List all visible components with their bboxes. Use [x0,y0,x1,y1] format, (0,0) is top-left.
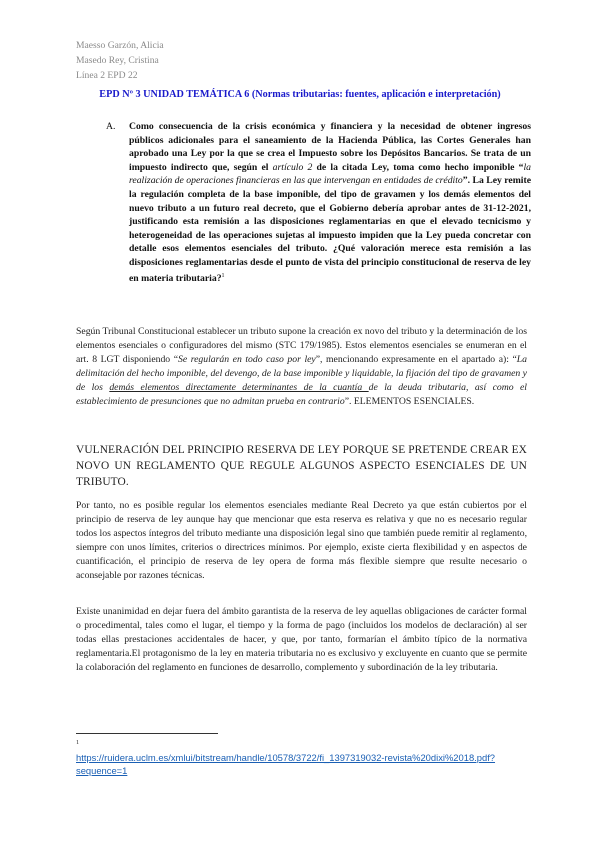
footnote-link[interactable]: https://ruidera.uclm.es/xmlui/bitstream/handle/10578/3722/fi_1397319032-revista%20dixi%2018.pdf?sequence=1 [76,752,496,776]
underlined-quote: demás elementos directamente determinantes de la cuantía [109,382,369,394]
author-name: Masedo Rey, Cristina [76,55,159,66]
quoted-text: La delimitación del hecho imponible, del devengo, de la base imponible y liquidable, la fijación del tipo de gravamen y de los [76,354,527,394]
answer-paragraph: Existe unanimidad en dejar fuera del ámbito garantista de la reserva de ley aquellas obligaciones de carácter formal o procedimental, tales como el lugar, el tiempo y la forma de pago (incluidos los modelos de declaración) al ser todas ellas prestaciones accidentales de hacer, y que, por tanto, formarían el ámbito típico de la normativa reglamentaria.El protagonismo de la ley en materia tributaria no es exclusivo y excluyente en cuanto que se permite la colaboración del reglamento en funciones de desarrollo, complemento y subordinación de la ley tributaria. [76,606,527,674]
question-text: ”. La Ley remite la regulación completa de la base imponible, del tipo de gravamen y los demás elementos del nuevo tributo a un futuro real decreto, que el Gobierno debería aprobar antes de 31-12-2021, justificando esta remisión a las disposiciones reglamentarias en que el elevado tecnicismo y heterogeneidad de las operaciones sujetas al impuesto impiden que la Ley pueda concretar con detalle esos elementos esenciales del tributo. ¿Qué valoración merece esta remisión a las disposiciones reglamentarias desde el punto de vista del principio constitucional de reserva de ley en materia tributaria? [129,175,532,284]
quoted-text: Se regularán en todo caso por ley [178,354,316,366]
footnote-number: 1 [76,739,80,746]
question-text: Como consecuencia de la crisis económica y financiera y la necesidad de obtener ingresos públicos adicionales para el saneamiento de la Hacienda Pública, las Cortes Generales han aprobado una Ley por la que se crea el Impuesto sobre los Depósitos Bancarios. Se trata de un impuesto indirecto que, según el [129,121,531,173]
paragraph-text: ”, mencionando expresamente en el apartado a): “ [315,354,517,366]
quoted-definition: la realización de operaciones financieras en las que intervengan en entidades de crédito [129,161,531,187]
paragraph-text: Según Tribunal Constitucional establecer un tributo supone la creación ex novo del tributo y la determinación de los elementos esenciales o configuradores del mismo (STC 179/1985). Estos elementos esenciales se enumeran en el art. 8 LGT disponiendo “ [76,326,527,366]
paragraph-text: ”. ELEMENTOS ESENCIALES. [344,396,475,408]
footnote-reference[interactable]: 1 [221,272,225,279]
question-text: de la citada Ley, toma como hecho imponible “ [312,161,524,173]
author-block [76,38,164,83]
group-label: Línea 2 EPD 22 [76,70,138,81]
list-marker: A. [106,121,116,132]
answer-paragraph [76,325,527,410]
author-name: Maesso Garzón, Alicia [76,40,164,51]
quoted-text: de la deuda tributaria, así como el establecimiento de presunciones que no admitan prueba en contrario [76,382,527,408]
exercise-question [106,120,532,285]
footnote-separator [76,733,218,734]
answer-paragraph: Por tanto, no es posible regular los elementos esenciales mediante Real Decreto ya que están cubiertos por el principio de reserva de ley aunque hay que mencionar que esta reserva es relativa y que no es necesario regular todos los aspectos íntegros del tributo mediante una disposición legal sino que también puede remitir al reglamento, siempre con unos límites, criterios o directrices mínimos. Por ejemplo, existe cierta flexibilidad y en aspectos de cuantificación, el principio de reserva de ley opera de forma más flexible siempre que resulte necesario o aconsejable por razones técnicas. [76,500,527,582]
section-heading: VULNERACIÓN DEL PRINCIPIO RESERVA DE LEY PORQUE SE PRETENDE CREAR EX NOVO UN REGLAMENTO QUE REGULE ALGUNOS ASPECTO ESENCIALES DE UN TRIBUTO. [76,444,527,488]
article-reference: artículo 2 [272,161,313,173]
document-title: EPD Nº 3 UNIDAD TEMÁTICA 6 (Normas tributarias: fuentes, aplicación e interpretación) [99,89,501,100]
